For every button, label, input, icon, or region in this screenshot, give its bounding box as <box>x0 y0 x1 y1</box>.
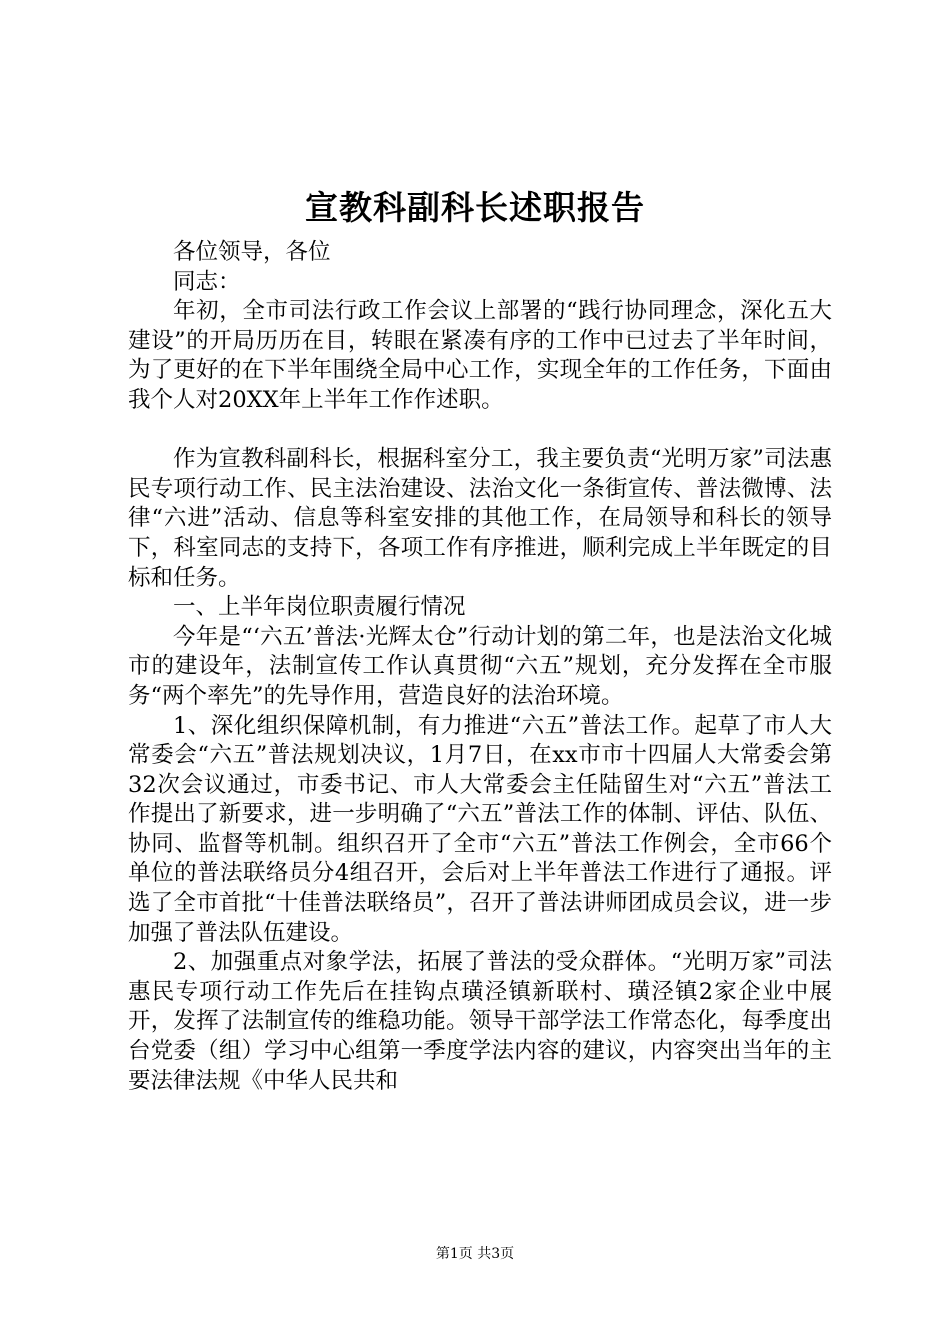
document-title: 宣教科副科长述职报告 <box>305 188 645 227</box>
document-body <box>128 238 832 1096</box>
paragraph-overview: 今年是“‘六五’普法·光辉太仓”行动计划的第二年，也是法治文化城市的建设年，法制宣传工作认真贯彻“六五”规划，充分发挥在全市服务“两个率先”的先导作用，营造良好的法治环境。 <box>128 623 832 709</box>
salutation-line-2: 同志： <box>173 268 241 295</box>
paragraph-intro: 年初，全市司法行政工作会议上部署的“践行协同理念，深化五大建设”的开局历历在目，转眼在紧凑有序的工作中已过去了半年时间，为了更好的在下半年围绕全局中心工作，实现全年的工作任务，下面由我个人对20XX年上半年工作作述职。 <box>128 298 832 413</box>
section-heading-1: 一、上半年岗位职责履行情况 <box>173 594 466 621</box>
paragraph-item-2: 2、加强重点对象学法，拓展了普法的受众群体。“光明万家”司法惠民专项行动工作先后在挂钩点璜泾镇新联村、璜泾镇2家企业中展开，发挥了法制宣传的维稳功能。领导干部学法工作常态化，每季度出台党委（组）学习中心组第一季度学法内容的建议，内容突出当年的主要法律法规《中华人民共和 <box>128 949 832 1094</box>
page-footer: 第1页 共3页 <box>435 1246 515 1262</box>
paragraph-item-1: 1、深化组织保障机制，有力推进“六五”普法工作。起草了市人大常委会“六五”普法规划决议，1月7日，在xx市市十四届人大常委会第32次会议通过，市委书记、市人大常委会主任陆留生对“六五”普法工作提出了新要求，进一步明确了“六五”普法工作的体制、评估、队伍、协同、监督等机制。组织召开了全市“六五”普法工作例会，全市66个单位的普法联络员分4组召开，会后对上半年普法工作进行了通报。评选了全市首批“十佳普法联络员”，召开了普法讲师团成员会议，进一步加强了普法队伍建设。 <box>128 712 832 946</box>
paragraph-duties: 作为宣教科副科长，根据科室分工，我主要负责“光明万家”司法惠民专项行动工作、民主法治建设、法治文化一条街宣传、普法微博、法律“六进”活动、信息等科室安排的其他工作，在局领导和科长的领导下，科室同志的支持下，各项工作有序推进，顺利完成上半年既定的目标和任务。 <box>128 446 832 591</box>
salutation-line-1: 各位领导，各位 <box>173 239 331 265</box>
